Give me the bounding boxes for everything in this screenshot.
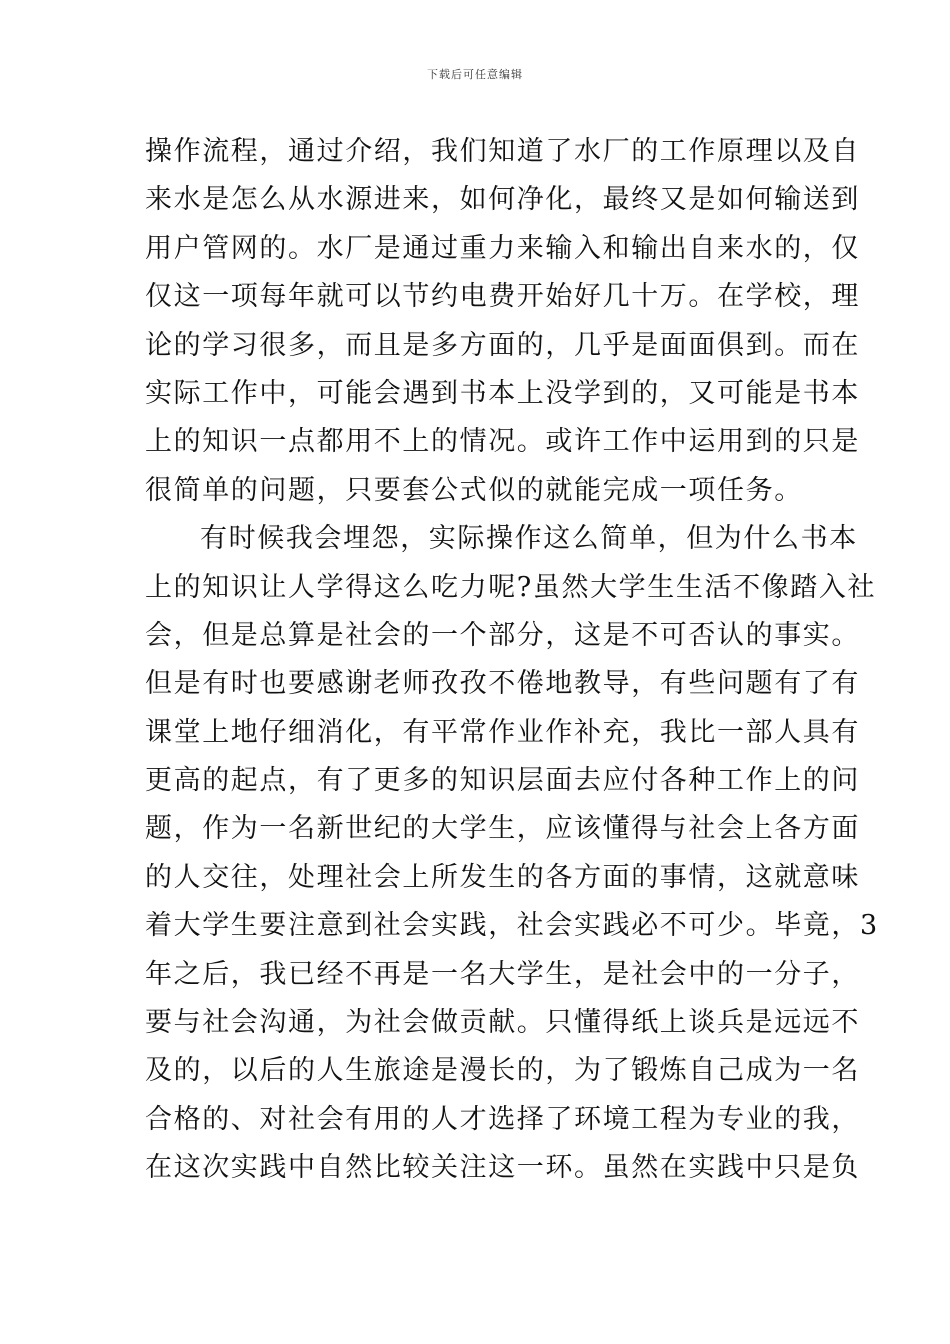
text-line: 但是有时也要感谢老师孜孜不倦地教导，有些问题有了有 [145, 668, 860, 700]
text-line: 合格的、对社会有用的人才选择了环境工程为专业的我， [145, 1103, 860, 1135]
text-line: 论的学习很多，而且是多方面的，几乎是面面俱到。而在 [145, 329, 860, 361]
text-line: 实际工作中，可能会遇到书本上没学到的，又可能是书本 [145, 377, 860, 409]
text-line: 的人交往，处理社会上所发生的各方面的事情，这就意味 [145, 861, 860, 893]
text-line: 很简单的问题，只要套公式似的就能完成一项任务。 [145, 474, 803, 506]
text-line: 年之后，我已经不再是一名大学生，是社会中的一分子， [145, 958, 860, 990]
text-line: 上的知识一点都用不上的情况。或许工作中运用到的只是 [145, 426, 860, 458]
text-line: 仅这一项每年就可以节约电费开始好几十万。在学校，理 [145, 281, 860, 313]
text-line: 要与社会沟通，为社会做贡献。只懂得纸上谈兵是远远不 [145, 1007, 860, 1039]
text-line: 课堂上地仔细消化，有平常作业作补充，我比一部人具有 [145, 716, 860, 748]
text-line: 更高的起点，有了更多的知识层面去应付各种工作上的问 [145, 765, 860, 797]
text-line: 上的知识让人学得这么吃力呢?虽然大学生生活不像踏入社 [145, 571, 877, 603]
text-line: 用户管网的。水厂是通过重力来输入和输出自来水的，仅 [145, 232, 860, 264]
text-line: 操作流程，通过介绍，我们知道了水厂的工作原理以及自 [145, 136, 860, 167]
text-line: 及的，以后的人生旅途是漫长的，为了锻炼自己成为一名 [145, 1055, 860, 1087]
body-text [145, 128, 879, 1193]
text-line: 会，但是总算是社会的一个部分，这是不可否认的事实。 [145, 619, 860, 651]
page-header-note: 下载后可任意编辑 [427, 68, 523, 81]
text-line: 来水是怎么从水源进来，如何净化，最终又是如何输送到 [145, 184, 860, 216]
text-line: 题，作为一名新世纪的大学生，应该懂得与社会上各方面 [145, 813, 860, 845]
text-line: 在这次实践中自然比较关注这一环。虽然在实践中只是负 [145, 1152, 860, 1184]
text-line: 着大学生要注意到社会实践，社会实践必不可少。毕竟，3 [145, 910, 879, 942]
paragraph-first-line: 有时候我会埋怨，实际操作这么简单，但为什么书本 [200, 523, 858, 555]
